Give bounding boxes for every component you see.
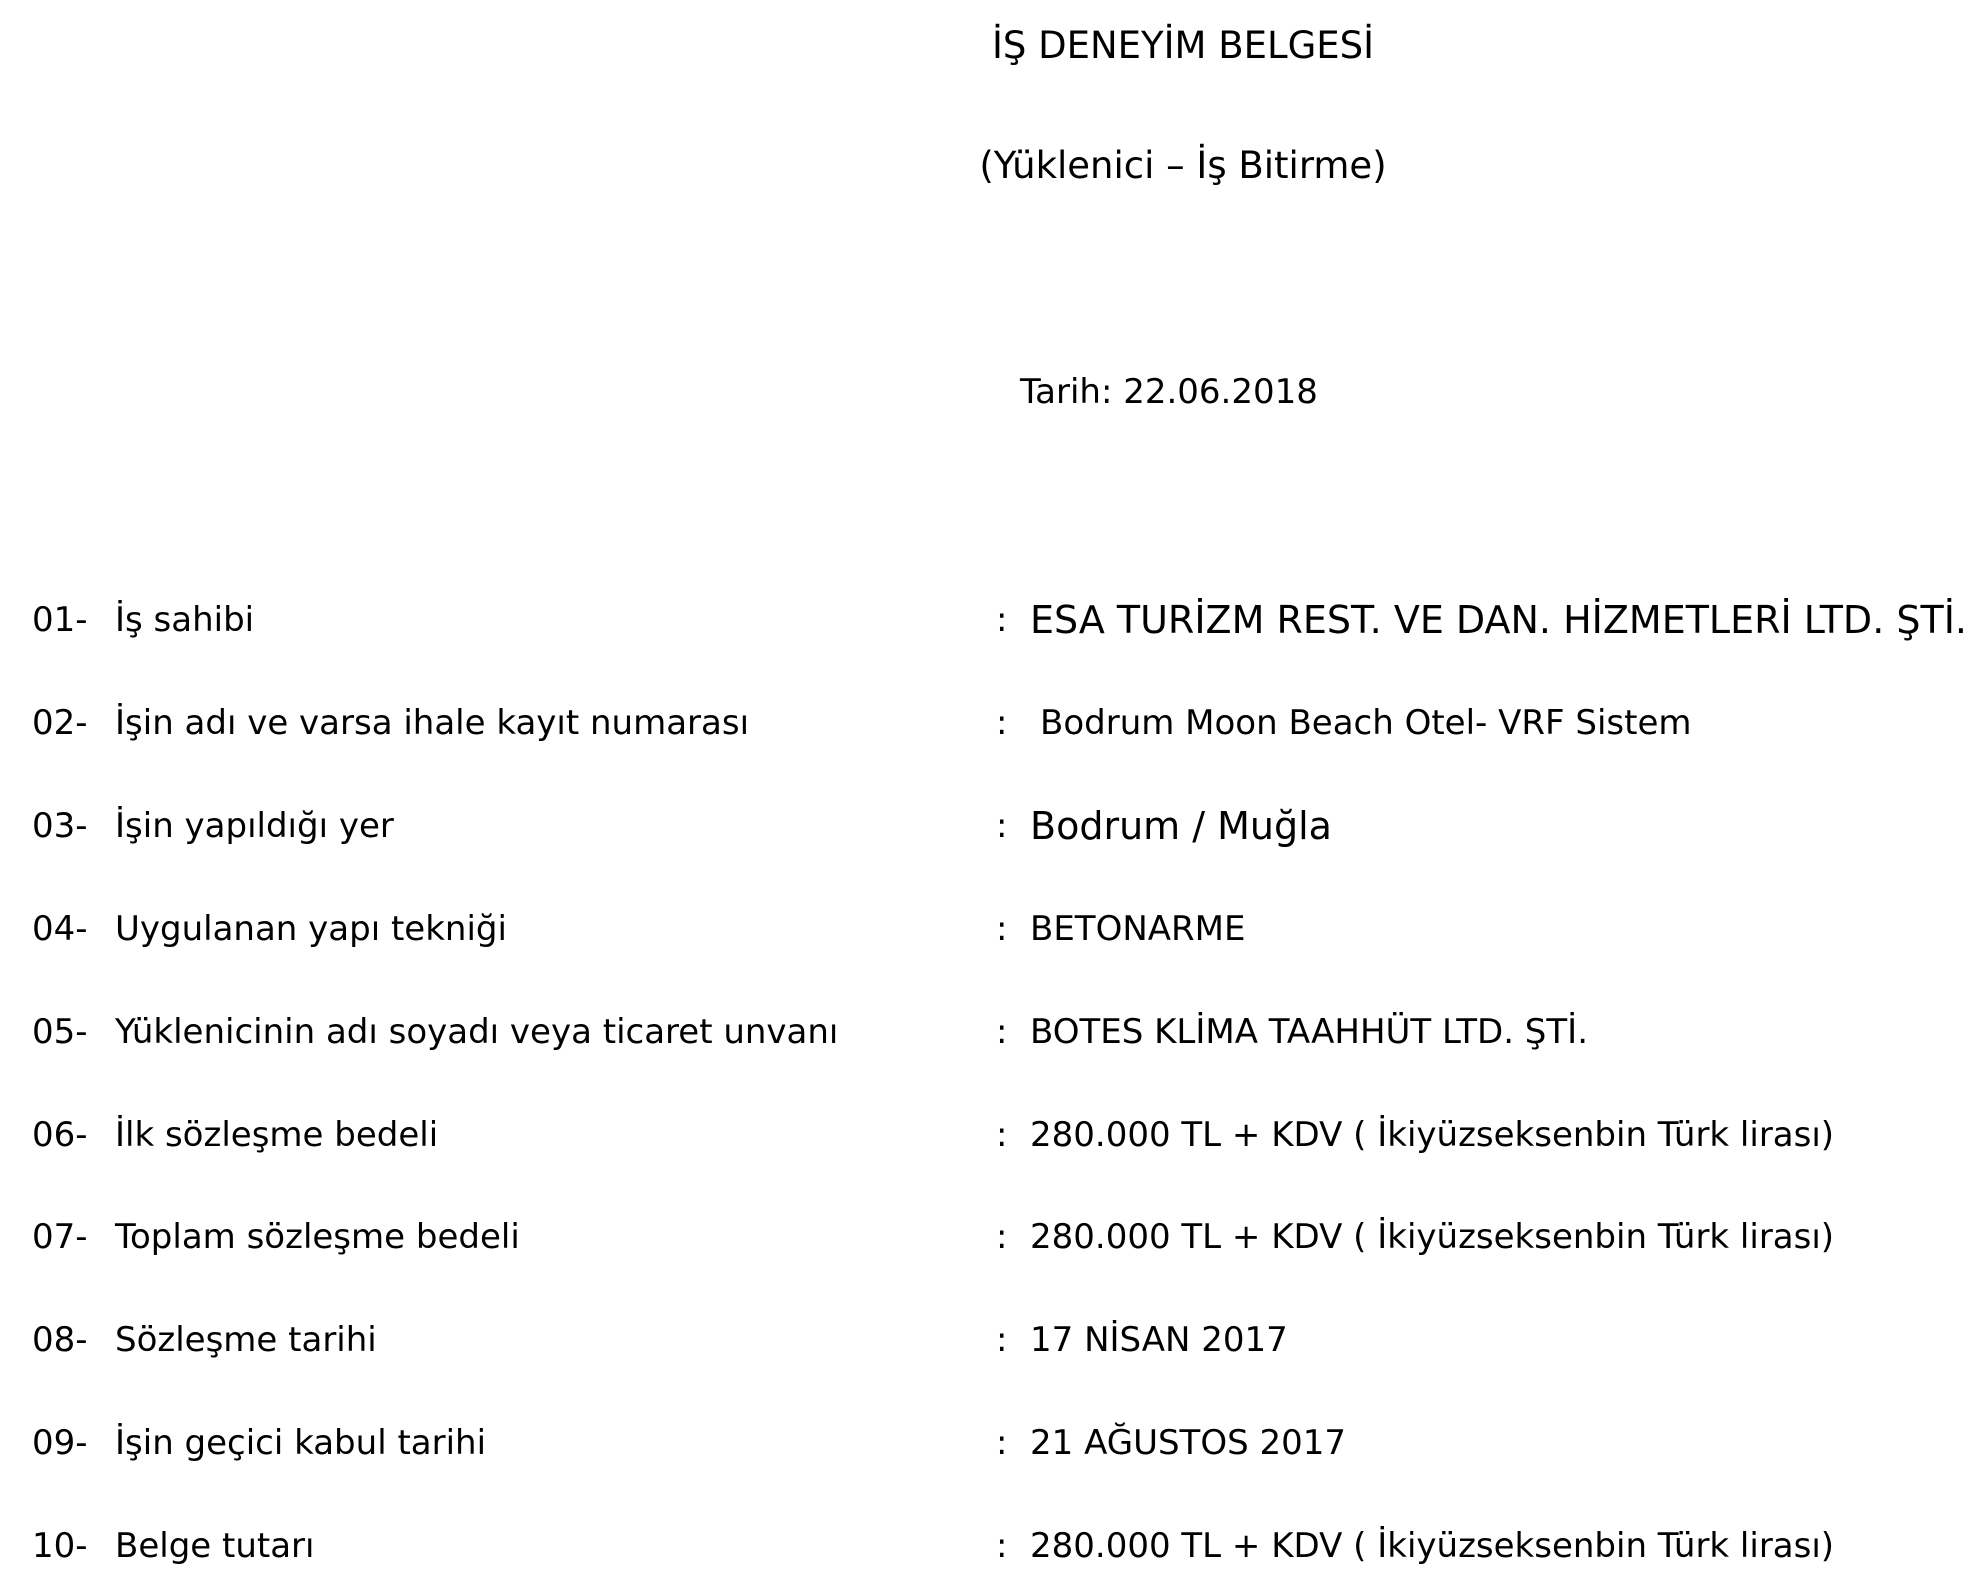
info-row-technique bbox=[0, 899, 1986, 959]
row-label: Sözleşme tarihi bbox=[115, 1320, 377, 1360]
row-separator: : bbox=[996, 909, 1008, 949]
row-label: Uygulanan yapı tekniği bbox=[115, 909, 507, 949]
row-separator: : bbox=[996, 1115, 1008, 1155]
row-separator: : bbox=[996, 1217, 1008, 1257]
row-value: ESA TURİZM REST. VE DAN. HİZMETLERİ LTD. ŞTİ. bbox=[1030, 598, 1967, 642]
row-separator: : bbox=[996, 1423, 1008, 1463]
row-separator: : bbox=[996, 1012, 1008, 1052]
row-separator: : bbox=[996, 806, 1008, 846]
info-row-owner bbox=[0, 590, 1986, 650]
info-row-job-name bbox=[0, 693, 1986, 753]
row-number: 03- bbox=[32, 806, 88, 846]
row-value: Bodrum / Muğla bbox=[1030, 804, 1332, 848]
row-value: 280.000 TL + KDV ( İkiyüzseksenbin Türk lirası) bbox=[1030, 1526, 1835, 1566]
info-row-acceptance-date bbox=[0, 1413, 1986, 1473]
row-value: BETONARME bbox=[1030, 909, 1246, 949]
row-separator: : bbox=[996, 1526, 1008, 1566]
row-value: 17 NİSAN 2017 bbox=[1030, 1320, 1288, 1360]
info-row-certificate-amount bbox=[0, 1516, 1986, 1576]
row-number: 09- bbox=[32, 1423, 88, 1463]
row-value: 280.000 TL + KDV ( İkiyüzseksenbin Türk lirası) bbox=[1030, 1217, 1835, 1257]
row-separator: : bbox=[996, 1320, 1008, 1360]
row-label: İşin geçici kabul tarihi bbox=[115, 1423, 487, 1463]
row-label: İşin adı ve varsa ihale kayıt numarası bbox=[115, 703, 750, 743]
document-subtitle: (Yüklenici – İş Bitirme) bbox=[979, 144, 1387, 187]
row-label: İlk sözleşme bedeli bbox=[115, 1115, 439, 1155]
row-value: Bodrum Moon Beach Otel- VRF Sistem bbox=[1040, 703, 1692, 743]
row-label: Belge tutarı bbox=[115, 1526, 315, 1566]
row-number: 06- bbox=[32, 1115, 88, 1155]
row-label: Yüklenicinin adı soyadı veya ticaret unvanı bbox=[115, 1012, 839, 1052]
row-value: BOTES KLİMA TAAHHÜT LTD. ŞTİ. bbox=[1030, 1012, 1588, 1052]
row-number: 10- bbox=[32, 1526, 88, 1566]
info-row-contract-date bbox=[0, 1310, 1986, 1370]
row-label: İş sahibi bbox=[115, 600, 255, 640]
row-number: 07- bbox=[32, 1217, 88, 1257]
row-separator: : bbox=[996, 703, 1008, 743]
row-number: 04- bbox=[32, 909, 88, 949]
info-row-initial-price bbox=[0, 1105, 1986, 1165]
row-number: 08- bbox=[32, 1320, 88, 1360]
info-row-total-price bbox=[0, 1207, 1986, 1267]
document-date: Tarih: 22.06.2018 bbox=[1020, 372, 1318, 412]
row-separator: : bbox=[996, 600, 1008, 640]
row-number: 02- bbox=[32, 703, 88, 743]
row-number: 01- bbox=[32, 600, 88, 640]
row-value: 21 AĞUSTOS 2017 bbox=[1030, 1423, 1346, 1463]
info-row-contractor bbox=[0, 1002, 1986, 1062]
row-label: Toplam sözleşme bedeli bbox=[115, 1217, 520, 1257]
info-row-location bbox=[0, 796, 1986, 856]
row-value: 280.000 TL + KDV ( İkiyüzseksenbin Türk lirası) bbox=[1030, 1115, 1835, 1155]
row-label: İşin yapıldığı yer bbox=[115, 806, 394, 846]
row-number: 05- bbox=[32, 1012, 88, 1052]
document-title: İŞ DENEYİM BELGESİ bbox=[991, 24, 1375, 67]
